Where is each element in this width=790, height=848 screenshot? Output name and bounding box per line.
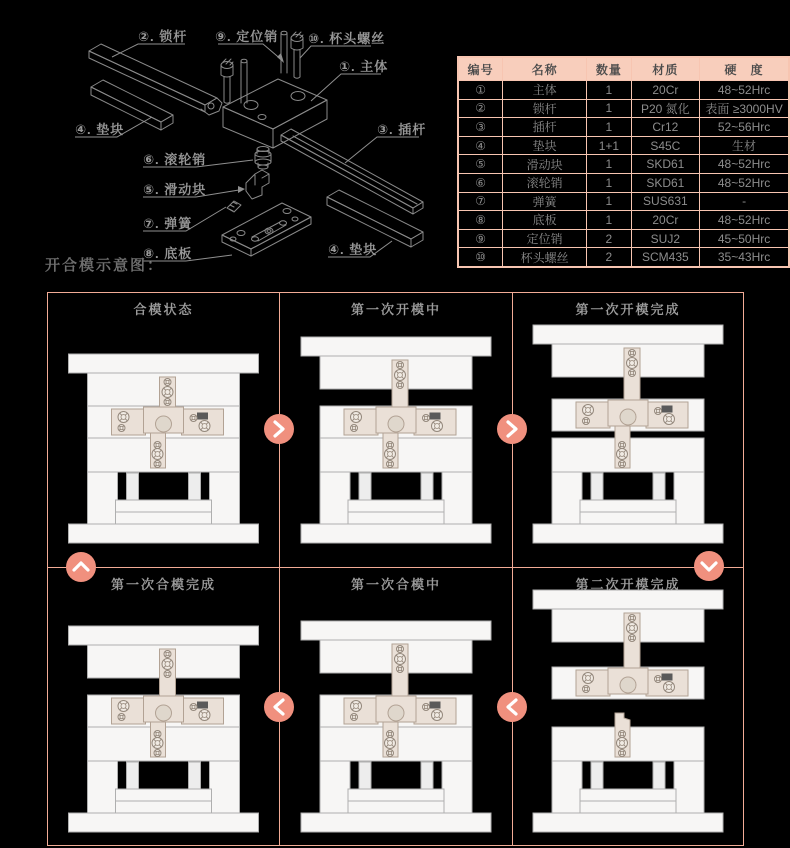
label-main-body: ①. 主体 bbox=[339, 59, 389, 74]
screw-icon bbox=[154, 442, 161, 449]
table-cell: 表面 ≥3000HV bbox=[700, 99, 789, 118]
screw-icon bbox=[655, 676, 662, 683]
table-cell: 45~50Hrc bbox=[700, 229, 789, 248]
screw-icon bbox=[118, 412, 129, 423]
mold-state-drawing bbox=[280, 293, 512, 567]
table-cell: 20Cr bbox=[631, 81, 700, 100]
table-cell: 2 bbox=[587, 248, 631, 267]
table-cell: 48~52Hrc bbox=[700, 173, 789, 192]
mold-panel bbox=[280, 568, 512, 845]
section-title: 开合模示意图： bbox=[45, 257, 165, 274]
table-cell: 锁杆 bbox=[503, 99, 587, 118]
flow-arrow-left-icon bbox=[497, 692, 527, 722]
mold-state-drawing bbox=[48, 293, 279, 567]
screw-icon bbox=[619, 461, 626, 468]
table-cell: SCM435 bbox=[631, 248, 700, 267]
table-cell: 滑动块 bbox=[503, 155, 587, 174]
table-cell: 生材 bbox=[700, 136, 789, 155]
table-cell: 弹簧 bbox=[503, 192, 587, 211]
mold-panel bbox=[513, 293, 743, 567]
table-cell: 底板 bbox=[503, 211, 587, 230]
table-header-cell: 名称 bbox=[503, 57, 587, 81]
spring-drawing bbox=[227, 201, 241, 212]
roller-pin-drawing bbox=[255, 147, 271, 170]
screw-icon bbox=[387, 750, 394, 757]
table-cell: 35~43Hrc bbox=[700, 248, 789, 267]
screw-icon bbox=[351, 425, 358, 432]
screw-icon bbox=[627, 358, 638, 369]
table-cell: 主体 bbox=[503, 81, 587, 100]
screw-icon bbox=[118, 701, 129, 712]
screw-icon bbox=[397, 362, 404, 369]
table-cell: SUS631 bbox=[631, 192, 700, 211]
table-cell: 48~52Hrc bbox=[700, 81, 789, 100]
screw-icon bbox=[619, 442, 626, 449]
table-cell: ⑥ bbox=[458, 173, 503, 192]
screw-icon bbox=[351, 412, 362, 423]
screw-icon bbox=[617, 738, 628, 749]
flow-arrow-left-icon bbox=[264, 692, 294, 722]
screw-icon bbox=[397, 666, 404, 673]
screw-icon bbox=[199, 710, 210, 721]
screw-icon bbox=[387, 731, 394, 738]
screw-icon bbox=[190, 415, 197, 422]
table-cell: S45C bbox=[631, 136, 700, 155]
table-cell: 48~52Hrc bbox=[700, 211, 789, 230]
screw-icon bbox=[154, 731, 161, 738]
table-cell: 1+1 bbox=[587, 136, 631, 155]
screw-icon bbox=[387, 461, 394, 468]
screw-icon bbox=[387, 442, 394, 449]
table-row bbox=[458, 136, 789, 155]
exploded-parts-diagram bbox=[55, 5, 455, 270]
screw-icon bbox=[619, 731, 626, 738]
table-row bbox=[458, 192, 789, 211]
screw-icon bbox=[152, 449, 163, 460]
table-cell: ⑩ bbox=[458, 248, 503, 267]
parts-table bbox=[457, 56, 790, 268]
table-cell: 2 bbox=[587, 229, 631, 248]
screw-icon bbox=[395, 370, 406, 381]
screw-icon bbox=[664, 682, 675, 693]
screw-icon bbox=[164, 671, 171, 678]
screw-icon bbox=[423, 704, 430, 711]
table-row bbox=[458, 173, 789, 192]
label-sliding-block: ⑤. 滑动块 bbox=[143, 182, 207, 197]
table-row bbox=[458, 229, 789, 248]
screw-icon bbox=[583, 418, 590, 425]
flow-arrow-right-icon bbox=[497, 414, 527, 444]
table-cell: ⑧ bbox=[458, 211, 503, 230]
table-row bbox=[458, 99, 789, 118]
table-cell: ⑨ bbox=[458, 229, 503, 248]
screw-icon bbox=[395, 654, 406, 665]
screw-icon bbox=[164, 651, 171, 658]
screw-icon bbox=[432, 710, 443, 721]
panel-title: 第一次开模中 bbox=[350, 302, 441, 317]
screw-icon bbox=[397, 646, 404, 653]
screw-icon bbox=[583, 405, 594, 416]
screw-icon bbox=[385, 738, 396, 749]
table-cell: 48~52Hrc bbox=[700, 155, 789, 174]
label-spacer-left: ④. 垫块 bbox=[75, 122, 125, 137]
table-header-cell: 数量 bbox=[587, 57, 631, 81]
mold-panel bbox=[280, 293, 512, 567]
mold-panel bbox=[48, 293, 279, 567]
table-cell: 1 bbox=[587, 99, 631, 118]
table-cell: ④ bbox=[458, 136, 503, 155]
label-lock-rod: ②. 锁杆 bbox=[138, 29, 188, 44]
table-cell: ⑤ bbox=[458, 155, 503, 174]
screw-icon bbox=[162, 659, 173, 670]
label-insert-rod: ③. 插杆 bbox=[377, 122, 427, 137]
panel-title: 第一次合模中 bbox=[350, 577, 441, 592]
table-cell: 1 bbox=[587, 211, 631, 230]
insert-rod-drawing bbox=[281, 129, 423, 214]
label-spring: ⑦. 弹簧 bbox=[143, 216, 193, 231]
table-cell: ② bbox=[458, 99, 503, 118]
screw-icon bbox=[655, 408, 662, 415]
screw-icon bbox=[664, 414, 675, 425]
table-cell: 定位销 bbox=[503, 229, 587, 248]
screw-icon bbox=[629, 370, 636, 377]
flow-arrow-right-icon bbox=[264, 414, 294, 444]
panel-title: 合模状态 bbox=[133, 302, 194, 317]
table-cell: 1 bbox=[587, 173, 631, 192]
screw-icon bbox=[423, 415, 430, 422]
table-cell: 1 bbox=[587, 118, 631, 137]
screw-icon bbox=[162, 387, 173, 398]
table-cell: 1 bbox=[587, 155, 631, 174]
screw-icon bbox=[152, 738, 163, 749]
screw-icon bbox=[351, 701, 362, 712]
parts-table-body bbox=[458, 81, 789, 267]
screw-icon bbox=[629, 615, 636, 622]
table-cell: Cr12 bbox=[631, 118, 700, 137]
table-row bbox=[458, 248, 789, 267]
table-row bbox=[458, 81, 789, 100]
screw-icon bbox=[629, 635, 636, 642]
table-cell: 杯头螺丝 bbox=[503, 248, 587, 267]
table-cell: 20Cr bbox=[631, 211, 700, 230]
parts-table-header bbox=[458, 57, 789, 81]
screw-icon bbox=[385, 449, 396, 460]
table-cell: SKD61 bbox=[631, 173, 700, 192]
mold-state-drawing bbox=[48, 568, 279, 845]
screw-icon bbox=[617, 449, 628, 460]
table-header-cell: 材质 bbox=[631, 57, 700, 81]
leader-arrowhead bbox=[238, 186, 245, 193]
mold-panel bbox=[513, 568, 743, 845]
label-spacer-right: ④. 垫块 bbox=[328, 242, 378, 257]
table-cell: 1 bbox=[587, 81, 631, 100]
flow-arrow-up-icon bbox=[66, 552, 96, 582]
label-locating-pin: ⑨. 定位销 bbox=[215, 29, 279, 44]
table-cell: ③ bbox=[458, 118, 503, 137]
table-row bbox=[458, 118, 789, 137]
screw-icon bbox=[629, 350, 636, 357]
label-base-plate: ⑧. 底板 bbox=[143, 246, 193, 261]
table-cell: 滚轮销 bbox=[503, 173, 587, 192]
table-cell: SUJ2 bbox=[631, 229, 700, 248]
screw-icon bbox=[351, 714, 358, 721]
screw-icon bbox=[118, 425, 125, 432]
panel-title: 第二次开模完成 bbox=[575, 577, 681, 592]
mold-state-drawing bbox=[280, 568, 512, 845]
table-cell: SKD61 bbox=[631, 155, 700, 174]
table-cell: 插杆 bbox=[503, 118, 587, 137]
screw-icon bbox=[619, 750, 626, 757]
table-cell: ⑦ bbox=[458, 192, 503, 211]
spacer-right-drawing bbox=[327, 190, 423, 247]
sequence-grid bbox=[47, 292, 744, 846]
sliding-block-drawing bbox=[246, 170, 269, 199]
table-cell: - bbox=[700, 192, 789, 211]
screw-icon bbox=[432, 421, 443, 432]
table-cell: 垫块 bbox=[503, 136, 587, 155]
main-body-drawing bbox=[221, 31, 327, 148]
screw-icon bbox=[190, 704, 197, 711]
table-cell: ① bbox=[458, 81, 503, 100]
screw-icon bbox=[154, 750, 161, 757]
table-row bbox=[458, 155, 789, 174]
table-row bbox=[458, 211, 789, 230]
screw-icon bbox=[397, 382, 404, 389]
flow-arrow-down-icon bbox=[694, 551, 724, 581]
table-cell: 1 bbox=[587, 192, 631, 211]
screw-icon bbox=[164, 379, 171, 386]
panel-title: 第一次合模完成 bbox=[110, 577, 216, 592]
screw-icon bbox=[627, 623, 638, 634]
label-cap-screw: ⑩. 杯头螺丝 bbox=[308, 31, 386, 46]
screw-icon bbox=[583, 686, 590, 693]
label-roller-pin: ⑥. 滚轮销 bbox=[143, 152, 207, 167]
screw-icon bbox=[154, 461, 161, 468]
mold-panel bbox=[48, 568, 279, 845]
table-header-cell: 编号 bbox=[458, 57, 503, 81]
screw-icon bbox=[118, 714, 125, 721]
table-cell: P20 氮化 bbox=[631, 99, 700, 118]
panel-title: 第一次开模完成 bbox=[575, 302, 681, 317]
screw-icon bbox=[199, 421, 210, 432]
mold-state-drawing bbox=[513, 293, 743, 567]
screw-icon bbox=[164, 399, 171, 406]
table-header-cell: 硬 度 bbox=[700, 57, 789, 81]
table-cell: 52~56Hrc bbox=[700, 118, 789, 137]
screw-icon bbox=[583, 673, 594, 684]
mold-state-drawing bbox=[513, 568, 743, 845]
